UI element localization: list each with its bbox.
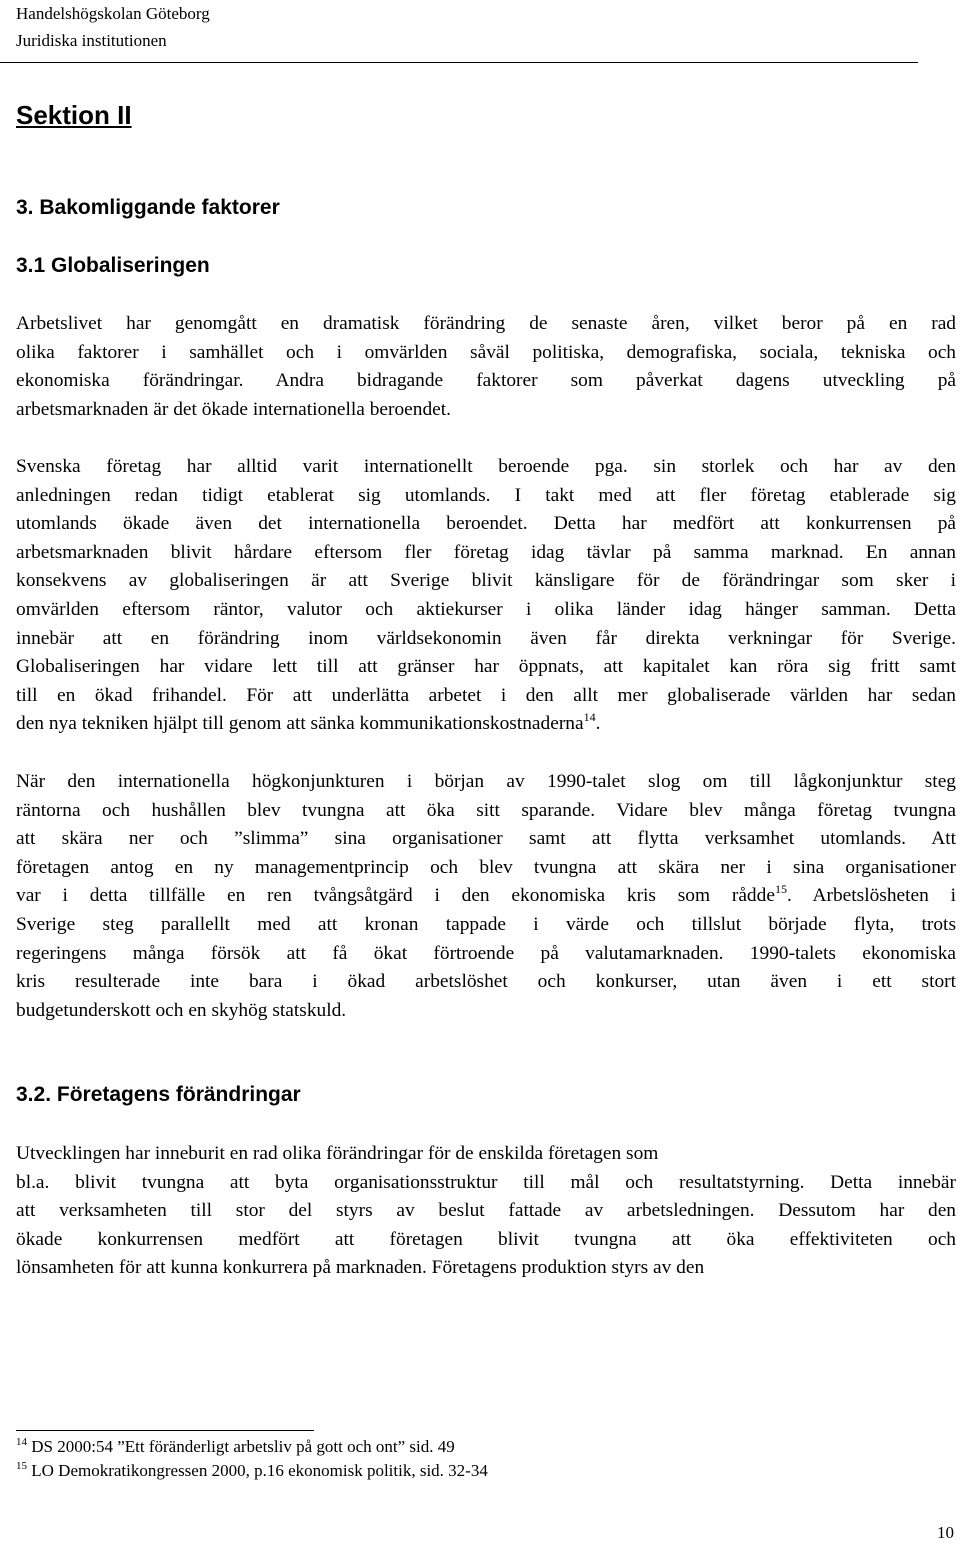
header-rule: [0, 62, 918, 63]
paragraph-line: regeringens många försök att få ökat förtroende på valutamarknaden. 1990-talets ekonomiska: [16, 942, 956, 964]
paragraph-line: arbetsmarknaden blivit hårdare eftersom fler företag idag tävlar på samma marknad. En annan: [16, 541, 956, 563]
paragraph-line: När den internationella högkonjunkturen i början av 1990-talet slog om till lågkonjunktur steg: [16, 771, 956, 792]
paragraph-line: ökade konkurrensen medfört att företagen blivit tvungna att öka effektiviteten och: [16, 1228, 956, 1250]
paragraph-line: omvärlden eftersom räntor, valutor och aktiekurser i olika länder idag hänger samman. Detta: [16, 598, 956, 620]
paragraph-line: bl.a. blivit tvungna att byta organisationsstruktur till mål och resultatstyrning. Detta innebär: [16, 1171, 956, 1193]
heading-3-2: 3.2. Företagens förändringar: [16, 1083, 301, 1106]
paragraph-line: till en ökad frihandel. För att underlätta arbetet i den allt mer globaliserade världen har sedan: [16, 684, 956, 706]
paragraph-line: Arbetslivet har genomgått en dramatisk förändring de senaste åren, vilket beror på en rad: [16, 313, 956, 334]
paragraph-line: att verksamheten till stor del styrs av beslut fattade av arbetsledningen. Dessutom har den: [16, 1200, 956, 1222]
paragraph-line: lönsamheten för att kunna konkurrera på marknaden. Företagens produktion styrs av den: [16, 1257, 705, 1279]
paragraph-line: konsekvens av globaliseringen är att Sverige blivit känsligare för de förändringar som sker i: [16, 570, 956, 592]
paragraph-line: ekonomiska förändringar. Andra bidragande faktorer som påverkat dagens utveckling på: [16, 370, 956, 392]
heading-3: 3. Bakomliggande faktorer: [16, 196, 280, 219]
footnote-rule: [16, 1430, 314, 1431]
paragraph-line: räntorna och hushållen blev tvungna att öka sitt sparande. Vidare blev många företag tvungna: [16, 799, 956, 821]
page-header: [16, 0, 210, 54]
paragraph-2: [16, 453, 956, 739]
paragraph-line: kris resulterade inte bara i ökad arbetslöshet och konkurser, utan även i ett stort: [16, 971, 956, 993]
paragraph-line: Sverige steg parallellt med att kronan tappade i värde och tillslut började flyta, trots: [16, 913, 956, 935]
heading-3-1: 3.1 Globaliseringen: [16, 254, 210, 277]
paragraph-line-text: var i detta tillfälle en ren tvångsåtgärd i den ekonomiska kris som rådde: [16, 885, 775, 907]
paragraph-3-2: [16, 1140, 956, 1283]
paragraph-line: Svenska företag har alltid varit internationellt beroende pga. sin storlek och har av den: [16, 456, 956, 477]
header-department: Juridiska institutionen: [16, 31, 167, 50]
paragraph-line: arbetsmarknaden är det ökade internationella beroendet.: [16, 398, 452, 420]
paragraph-1: [16, 310, 956, 424]
footnote-ref-15[interactable]: 15: [774, 882, 787, 897]
paragraph-line: Globaliseringen har vidare lett till att gränser har öppnats, att kapitalet kan röra sig fritt samt: [16, 656, 956, 678]
paragraph-line: [16, 710, 956, 739]
footnote-text: DS 2000:54 ”Ett föränderligt arbetsliv på gott och ont” sid. 49: [31, 1437, 455, 1456]
footnote-text: LO Demokratikongressen 2000, p.16 ekonomisk politik, sid. 32-34: [31, 1461, 488, 1480]
paragraph-line-text: den nya tekniken hjälpt till genom att sänka kommunikationskostnaderna: [16, 713, 584, 735]
paragraph-3: [16, 768, 956, 1025]
footnote-number: 14: [16, 1436, 27, 1448]
paragraph-line: olika faktorer i samhället och i omvärlden såväl politiska, demografiska, sociala, tekniska och: [16, 341, 956, 363]
footnote-15: [16, 1460, 488, 1482]
page-number: 10: [937, 1523, 954, 1542]
paragraph-line: budgetunderskott och en skyhög statskuld.: [16, 999, 347, 1021]
paragraph-line: Utvecklingen har inneburit en rad olika förändringar för de enskilda företagen som: [16, 1143, 659, 1164]
paragraph-line: att skära ner och ”slimma” sina organisationer samt att flytta verksamhet utomlands. Att: [16, 828, 956, 850]
paragraph-line: anledningen redan tidigt etablerat sig utomlands. I takt med att fler företag etablerade sig: [16, 484, 956, 506]
paragraph-line: utomlands ökade även det internationella beroendet. Detta har medfört att konkurrensen på: [16, 513, 956, 535]
footnote-ref-14[interactable]: 14: [583, 710, 596, 725]
paragraph-line: innebär att en förändring inom världsekonomin även får direkta verkningar för Sverige.: [16, 627, 956, 649]
header-school: Handelshögskolan Göteborg: [16, 4, 210, 23]
paragraph-line: företagen antog en ny managementprincip och blev tvungna att skära ner i sina organisationer: [16, 856, 956, 878]
footnote-number: 15: [16, 1460, 27, 1472]
footnote-14: [16, 1436, 455, 1458]
section-title: Sektion II: [16, 100, 132, 130]
paragraph-line-text: . Arbetslösheten i: [786, 885, 956, 907]
paragraph-line: [16, 882, 956, 911]
paragraph-line-text: .: [595, 713, 601, 735]
